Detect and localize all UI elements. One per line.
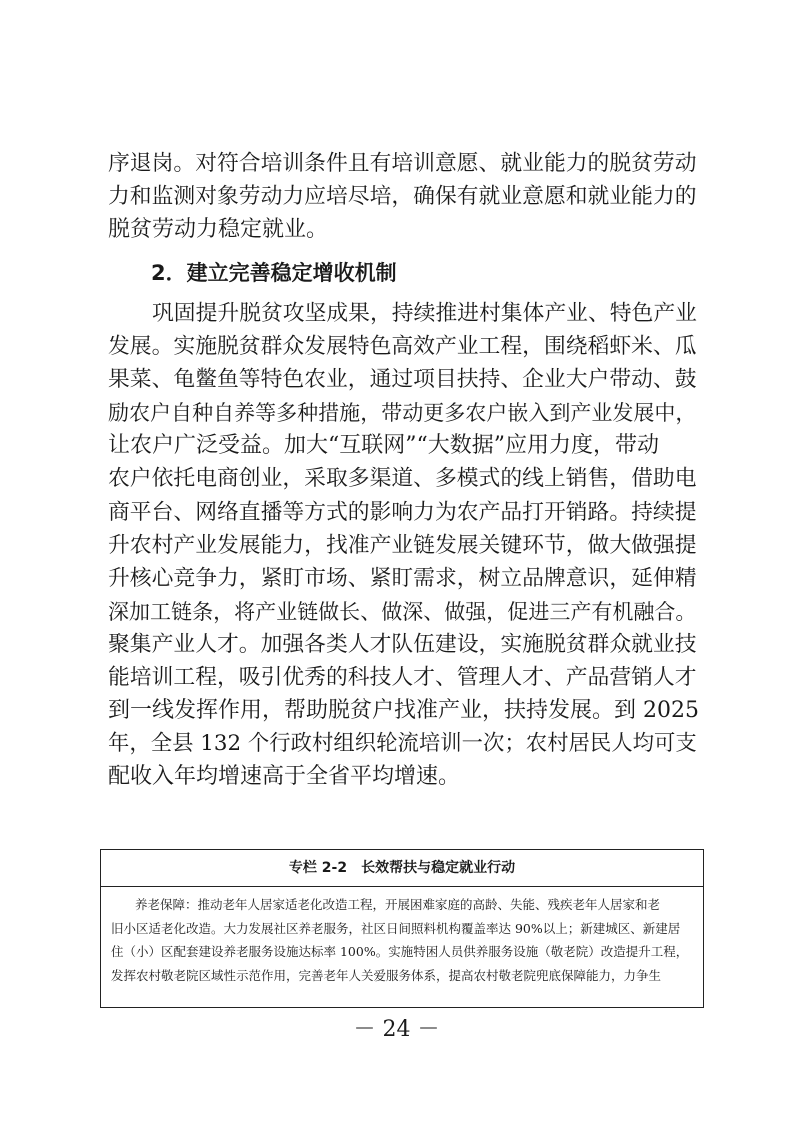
section-heading: 2．建立完善稳定增收机制 (151, 261, 397, 285)
text-line: 果菜、龟鳖鱼等特色农业，通过项目扶持、企业大户带动、鼓 (108, 367, 697, 393)
text-line: 农户依托电商创业，采取多渠道、多模式的线上销售，借助电 (108, 466, 697, 492)
box-text-line: 发挥农村敬老院区域性示范作用，完善老年人关爱服务体系，提高农村敬老院兜底保障能力，力争生 (111, 967, 662, 983)
box-text-line: 住（小）区配套建设养老服务设施达标率 100%。实施特困人员供养服务设施（敬老院）改造提升工程， (111, 944, 689, 959)
text-line: 励农户自种自养等多种措施，带动更多农户嵌入到产业发展中， (108, 400, 697, 426)
text-line: 让农户广泛受益。加大“互联网”“大数据”应用力度，带动 (108, 433, 659, 459)
feature-box-title: 专栏 2-2 长效帮扶与稳定就业行动 (101, 850, 703, 887)
text-line: 深加工链条，将产业链做长、做深、做强，促进三产有机融合。 (108, 598, 697, 624)
feature-box-body (101, 887, 703, 987)
page-number: － 24 － (353, 1017, 440, 1042)
text-line: 年，全县 132 个行政村组织轮流培训一次；农村居民人均可支 (108, 731, 697, 757)
text-line: 聚集产业人才。加强各类人才队伍建设，实施脱贫群众就业技 (108, 631, 697, 657)
text-line: 发展。实施脱贫群众发展特色高效产业工程，围绕稻虾米、瓜 (108, 334, 697, 360)
text-line: 力和监测对象劳动力应培尽培，确保有就业意愿和就业能力的 (108, 184, 697, 210)
text-line: 升核心竞争力，紧盯市场、紧盯需求，树立品牌意识，延伸精 (108, 565, 697, 591)
text-line: 商平台、网络直播等方式的影响力为农产品打开销路。持续提 (108, 499, 697, 525)
box-text-line: 养老保障：推动老年人居家适老化改造工程，开展困难家庭的高龄、失能、残疾老年人居家和老 (135, 897, 661, 912)
paragraph-1 (108, 147, 700, 246)
text-line: 能培训工程，吸引优秀的科技人才、管理人才、产品营销人才 (108, 665, 697, 691)
text-line: 序退岗。对符合培训条件且有培训意愿、就业能力的脱贫劳动 (108, 151, 697, 176)
box-text-line: 旧小区适老化改造。大力发展社区养老服务，社区日间照料机构覆盖率达 90%以上；新建城区、新建居 (111, 920, 681, 936)
text-line: 到一线发挥作用，帮助脱贫户找准产业，扶持发展。到 2025 (108, 698, 699, 724)
text-line: 升农村产业发展能力，找准产业链发展关键环节，做大做强提 (108, 532, 697, 558)
text-line: 配收入年均增速高于全省平均增速。 (108, 764, 461, 790)
text-line: 脱贫劳动力稳定就业。 (108, 217, 329, 243)
text-line: 巩固提升脱贫攻坚成果，持续推进村集体产业、特色产业 (152, 301, 697, 326)
feature-box (100, 849, 704, 1008)
paragraph-2 (108, 297, 700, 793)
